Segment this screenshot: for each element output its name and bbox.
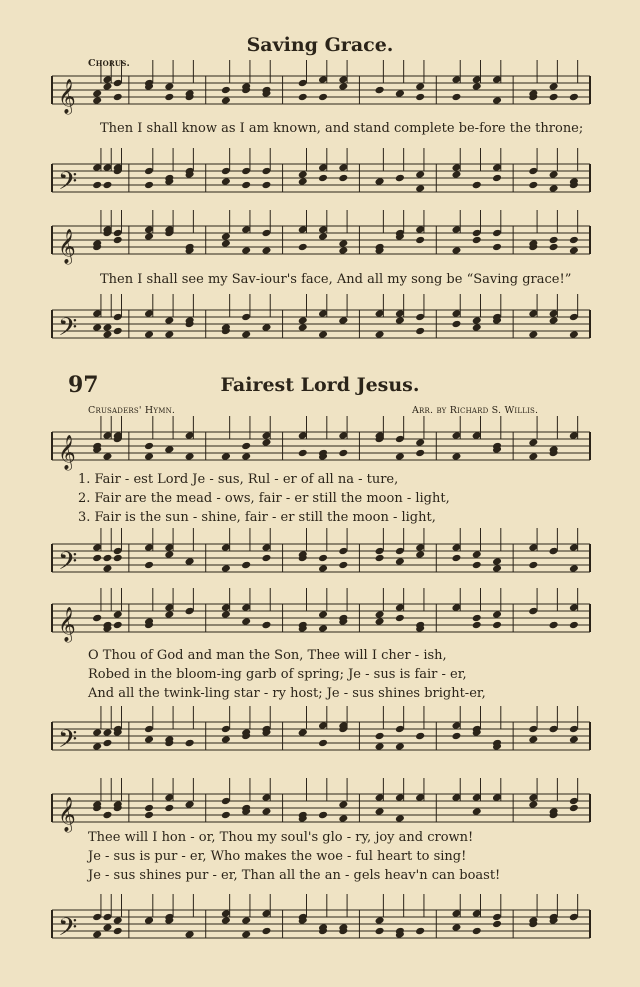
note-head [569,246,579,255]
note-head [144,442,154,451]
note-head [415,449,425,458]
note-head [92,323,102,332]
note-head [164,93,174,102]
note-head [318,610,328,619]
lyric-line: Then I shall see my Sav-iour's face, And all my song be “Saving grace!” [100,272,572,287]
note-head [492,621,502,630]
note-head [102,330,112,339]
note-head [241,181,251,190]
note-head [472,561,482,570]
note-head [395,557,405,566]
lyric-verse-2: Robed in the bloom-ing garb of spring; Je - sus is fair - er, [88,667,467,682]
note-head [261,246,271,255]
note-head [144,452,154,461]
clef-icon: 𝄞 [58,607,76,642]
note-head [221,96,231,105]
note-head [472,550,482,559]
note-head [164,804,174,813]
note-head [549,170,559,179]
note-head [298,177,308,186]
hymn-title-fairest-lord-jesus: Fairest Lord Jesus. [220,374,420,396]
note-head [102,739,112,748]
note-head [415,550,425,559]
note-head [318,554,328,563]
note-head [144,330,154,339]
note-head [241,330,251,339]
note-head [298,316,308,325]
note-head [492,610,502,619]
staff-system-2-bass [0,306,640,346]
note-head [415,236,425,245]
note-head [144,804,154,813]
note-head [261,323,271,332]
hymn-title-saving-grace: Saving Grace. [246,34,394,56]
note-head [451,923,461,932]
staff-system-3-treble [0,428,640,468]
lyric-verse-1: Thee will I hon - or, Thou my soul's glo - ry, joy and crown! [88,830,474,845]
note-head [144,811,154,820]
note-head [528,800,538,809]
note-head [144,916,154,925]
note-head [318,811,328,820]
note-head [549,82,559,91]
note-head [395,614,405,623]
arranger-credit: Arr. by Richard S. Willis. [412,405,539,416]
clef-icon: 𝄞 [58,435,76,470]
staff-system-1-treble [0,72,640,112]
clef-icon: 𝄞 [58,79,76,114]
note-head [415,927,425,936]
note-head [451,554,461,563]
note-head [261,621,271,630]
note-head [298,449,308,458]
note-head [261,927,271,936]
note-head [472,236,482,245]
note-head [375,732,385,741]
note-head [528,438,538,447]
note-head [298,323,308,332]
note-head [113,927,123,936]
clef-icon: 𝄢 [58,167,78,202]
note-head [102,452,112,461]
note-head [375,330,385,339]
note-head [221,916,231,925]
note-head [102,323,112,332]
note-head [338,561,348,570]
note-head [241,442,251,451]
note-head [549,243,559,252]
note-head [113,93,123,102]
note-head [185,800,195,809]
clef-icon: 𝄞 [58,797,76,832]
note-head [318,93,328,102]
note-head [338,316,348,325]
hymn-number: 97 [68,372,99,398]
note-head [549,621,559,630]
staff-system-5-bass [0,906,640,946]
note-head [375,742,385,751]
note-head [451,246,461,255]
note-head [185,557,195,566]
note-head [318,174,328,183]
note-head [318,624,328,633]
note-head [221,232,231,241]
note-head [164,445,174,454]
note-head [375,927,385,936]
note-head [375,177,385,186]
note-head [185,452,195,461]
note-head [395,89,405,98]
note-head [528,181,538,190]
clef-icon: 𝄢 [58,913,78,948]
note-head [415,327,425,336]
note-head [395,316,405,325]
note-head [221,177,231,186]
note-head [102,923,112,932]
staff-system-5-treble [0,790,640,830]
note-head [92,728,102,737]
note-head [492,920,502,929]
note-head [92,181,102,190]
note-head [472,807,482,816]
clef-icon: 𝄞 [58,229,76,264]
note-head [92,554,102,563]
lyric-verse-2: 2. Fair are the mead - ows, fair - er still the moon - light, [78,491,450,506]
note-head [261,554,271,563]
note-head [144,232,154,241]
note-head [102,811,112,820]
note-head [164,316,174,325]
note-head [375,617,385,626]
note-head [569,236,579,245]
lyric-line: Then I shall know as I am known, and stand complete be-fore the throne; [100,121,584,136]
note-head [415,93,425,102]
note-head [113,236,123,245]
note-head [395,452,405,461]
note-head [415,170,425,179]
note-head [338,239,348,248]
note-head [241,246,251,255]
note-head [528,330,538,339]
note-head [415,438,425,447]
note-head [298,243,308,252]
note-head [298,170,308,179]
note-head [144,735,154,744]
note-head [451,732,461,741]
note-head [375,554,385,563]
note-head [241,561,251,570]
note-head [144,561,154,570]
note-head [472,621,482,630]
chorus-label: Chorus. [88,58,130,69]
note-head [92,930,102,939]
staff-system-4-treble [0,600,640,640]
note-head [318,232,328,241]
note-head [472,316,482,325]
note-head [338,814,348,823]
note-head [241,930,251,939]
note-head [472,82,482,91]
note-head [451,452,461,461]
note-head [451,170,461,179]
note-head [338,800,348,809]
note-head [241,916,251,925]
note-head [185,930,195,939]
staff-system-2-treble [0,222,640,262]
note-head [375,610,385,619]
note-head [492,96,502,105]
note-head [569,804,579,813]
staff-system-1-bass [0,160,640,200]
lyric-verse-1: O Thou of God and man the Son, Thee will I cher - ish, [88,648,447,663]
note-head [549,93,559,102]
note-head [261,438,271,447]
note-head [185,739,195,748]
note-head [375,86,385,95]
staff-system-3-bass [0,540,640,580]
clef-icon: 𝄢 [58,547,78,582]
note-head [318,330,328,339]
note-head [528,561,538,570]
note-head [298,728,308,737]
note-head [261,181,271,190]
clef-icon: 𝄢 [58,725,78,760]
note-head [144,181,154,190]
note-head [549,184,559,193]
note-head [415,184,425,193]
note-head [472,323,482,332]
note-head [221,564,231,573]
note-head [221,86,231,95]
note-head [261,807,271,816]
note-head [102,82,112,91]
staff-system-4-bass [0,718,640,758]
note-head [221,735,231,744]
lyric-verse-1: 1. Fair - est Lord Je - sus, Rul - er of all na - ture, [78,472,399,487]
note-head [492,243,502,252]
note-head [113,916,123,925]
note-head [221,610,231,619]
note-head [338,449,348,458]
lyric-verse-3: Je - sus shines pur - er, Than all the an - gels heav'n can boast! [88,868,501,883]
note-head [569,93,579,102]
note-head [102,554,112,563]
note-head [92,96,102,105]
note-head [375,916,385,925]
note-head [241,452,251,461]
note-head [241,617,251,626]
note-head [569,621,579,630]
note-head [298,93,308,102]
note-head [395,742,405,751]
note-head [569,330,579,339]
note-head [338,246,348,255]
lyric-verse-3: And all the twink-ling star - ry host; Je - sus shines bright-er, [88,686,486,701]
note-head [549,316,559,325]
note-head [92,89,102,98]
note-head [451,93,461,102]
note-head [472,614,482,623]
note-head [569,735,579,744]
note-head [92,742,102,751]
note-head [549,236,559,245]
note-head [164,330,174,339]
note-head [318,564,328,573]
note-head [102,181,112,190]
note-head [472,181,482,190]
note-head [164,82,174,91]
note-head [113,554,123,563]
note-head [415,732,425,741]
note-head [221,452,231,461]
note-head [113,327,123,336]
note-head [113,621,123,630]
note-head [395,814,405,823]
note-head [395,174,405,183]
note-head [338,174,348,183]
note-head [318,739,328,748]
clef-icon: 𝄢 [58,313,78,348]
note-head [492,557,502,566]
lyric-verse-2: Je - sus is pur - er, Who makes the woe - ful heart to sing! [88,849,467,864]
note-head [164,550,174,559]
note-head [164,610,174,619]
note-head [375,807,385,816]
note-head [113,610,123,619]
note-head [338,82,348,91]
note-head [569,564,579,573]
note-head [451,320,461,329]
note-head [492,174,502,183]
tune-name: Crusaders' Hymn. [88,405,176,416]
note-head [102,728,112,737]
note-head [528,735,538,744]
lyric-verse-3: 3. Fair is the sun - shine, fair - er still the moon - light, [78,510,436,525]
note-head [528,452,538,461]
note-head [221,239,231,248]
note-head [102,564,112,573]
note-head [92,614,102,623]
note-head [472,927,482,936]
note-head [492,564,502,573]
note-head [221,811,231,820]
note-head [415,82,425,91]
